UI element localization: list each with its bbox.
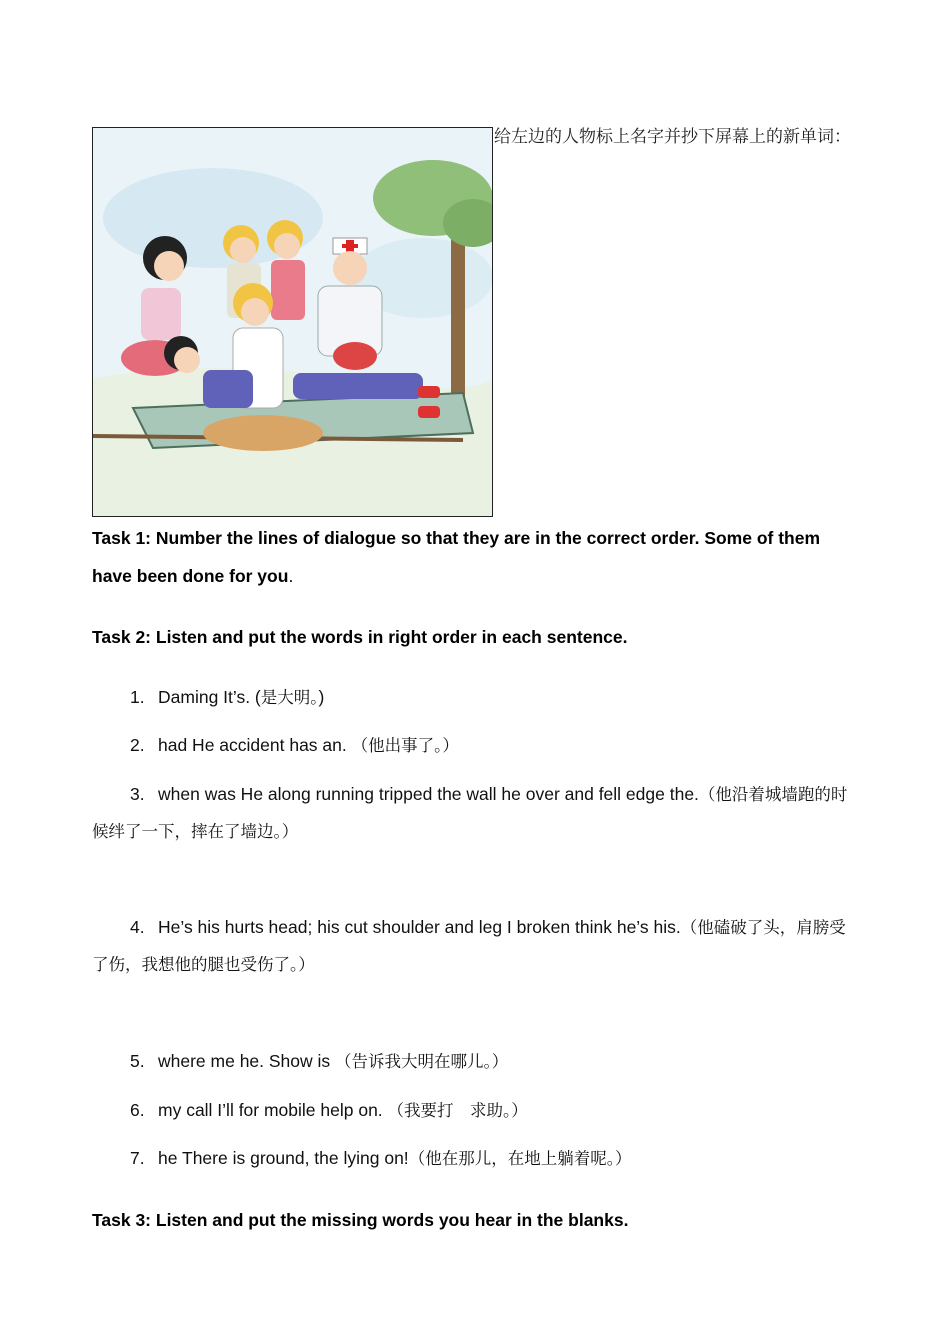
task-1-heading	[92, 519, 862, 595]
list-item-3: 3. when was He along running tripped the wall he over and fell edge the.（他沿着城墙跑的时候绊了一下，摔在了墙边。）	[92, 784, 848, 841]
task-3-heading: Task 3: Listen and put the missing words you hear in the blanks.	[92, 1210, 629, 1230]
list-item-6: 6. my call I’ll for mobile help on. （我要打 求助。）	[130, 1100, 528, 1120]
injured-boy-picture	[93, 128, 493, 517]
list-item-7: 7. he There is ground, the lying on!（他在那儿，在地上躺着呢。）	[130, 1148, 632, 1168]
task-2-heading: Task 2: Listen and put the words in right order in each sentence.	[92, 627, 628, 647]
task-1-end: .	[288, 566, 294, 586]
list-item-4: 4. He’s his hurts head; his cut shoulder and leg I broken think he’s his.（他磕破了头，肩膀受了伤，我想他的腿也受伤了。）	[92, 917, 846, 974]
labeling-instruction: 给左边的人物标上名字并抄下屏幕上的新单词：	[494, 127, 851, 147]
list-item-5: 5. where me he. Show is （告诉我大明在哪儿。）	[130, 1051, 509, 1071]
scene-illustration	[92, 127, 493, 517]
list-item-1: 1. Daming It’s. (是大明。)	[130, 687, 325, 707]
task-1-title: Task 1: Number the lines of dialogue so that they are in the correct order. Some of them have been done for you	[92, 528, 821, 586]
list-item-2: 2. had He accident has an. （他出事了。）	[130, 735, 459, 755]
